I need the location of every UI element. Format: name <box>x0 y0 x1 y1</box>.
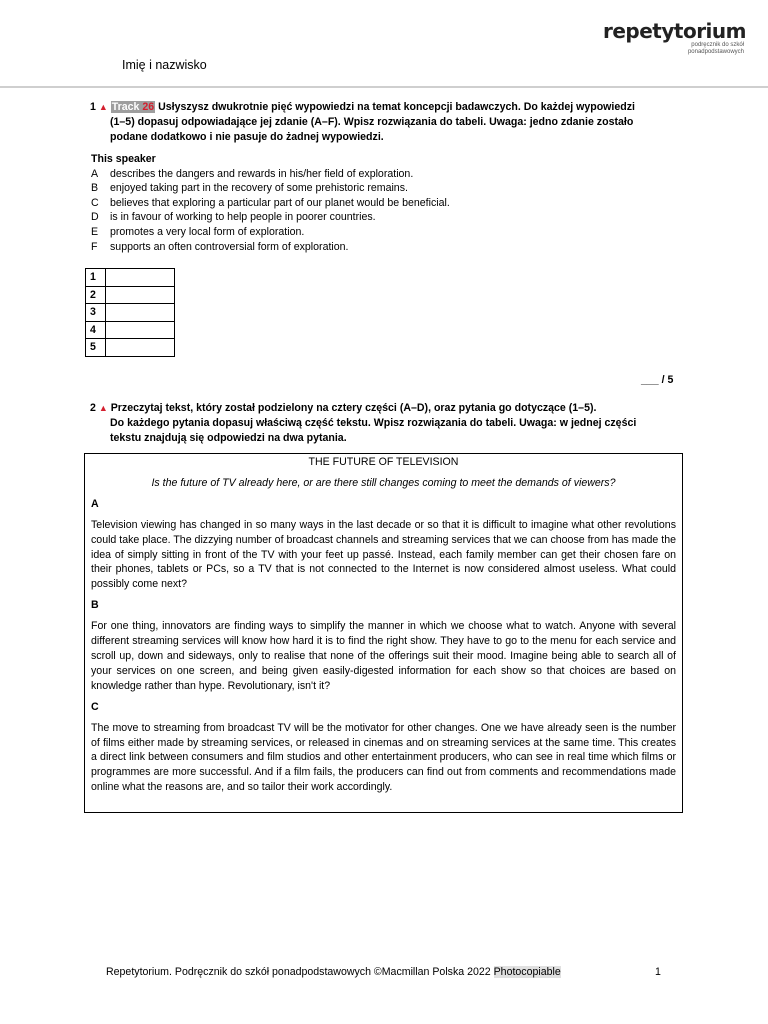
page-number: 1 <box>655 966 661 978</box>
answer-cell[interactable] <box>106 339 175 357</box>
task2-instruction-line-2: Do każdego pytania dopasuj właściwą część tekstu. Wpisz rozwiązania do tabeli. Uwaga: w jednej części <box>110 417 637 429</box>
option-item: F supports an often controversial form of exploration. <box>91 240 349 253</box>
task2-instruction-line-1: Przeczytaj tekst, który został podzielony na cztery części (A–D), oraz pytania go dotyczące (1–5). <box>110 402 597 414</box>
task1-instruction-line-1: Usłyszysz dwukrotnie pięć wypowiedzi na temat koncepcji badawczych. Do każdej wypowiedzi <box>155 101 635 113</box>
section-paragraph: Television viewing has changed in so many ways in the last decade or so that it is difficult to imagine what other revolutions could take place. The dizzying number of broadcast channels and streaming services that we can choose from has made the idea of simply sitting in front of the TV with your feet up passé. Instead, each family member can get their chosen fare on their phones, tablets or PCs, so a TV that is not connected to the Internet is now considered almost useless. What could possibly come next? <box>91 518 676 591</box>
section-letter: C <box>91 700 99 713</box>
text-subtitle: Is the future of TV already here, or are there still changes coming to meet the demands of viewers? <box>151 476 616 489</box>
header-divider <box>0 86 768 88</box>
task1-number: 1 <box>90 101 96 113</box>
task2-number: 2 <box>90 402 96 414</box>
option-item: A describes the dangers and rewards in his/her field of exploration. <box>91 167 414 180</box>
track-number: 26 <box>142 101 155 113</box>
track-label: Track 26 <box>111 101 155 113</box>
text-title: THE FUTURE OF TELEVISION <box>308 456 459 468</box>
task1-options <box>91 152 450 254</box>
option-item: B enjoyed taking part in the recovery of some prehistoric remains. <box>91 182 408 195</box>
section-letter: A <box>91 497 99 510</box>
answer-row: 5 <box>86 339 175 357</box>
option-item: D is in favour of working to help people in poorer countries. <box>91 211 376 224</box>
answer-row: 4 <box>86 321 175 339</box>
answer-cell[interactable] <box>106 286 175 304</box>
logo-subtitle-line-1: podręcznik do szkół <box>691 42 744 48</box>
answer-cell[interactable] <box>106 304 175 322</box>
logo <box>603 20 746 56</box>
option-item: E promotes a very local form of exploration. <box>91 225 305 238</box>
section-paragraph: For one thing, innovators are finding ways to simplify the manner in which we choose what to watch. Anyone with several different streaming services will know how hard it is to find the right show. They have to go to the menu for each service and scroll up, down and sideways, only to realise that none of the offerings suit their mood. Imagine being able to search all of your services on one screen, and being given easily-digested information for each show so that choices are based on knowledge rather than hype. Revolutionary, isn't it? <box>91 620 676 692</box>
task2-instruction <box>90 401 680 446</box>
logo-subtitle-line-2: ponadpodstawowych <box>687 49 744 55</box>
answer-cell[interactable] <box>106 269 175 287</box>
task1-score: ___ / 5 <box>641 374 674 386</box>
task1-instruction-line-3: podane dodatkowo i nie pasuje do żadnej wypowiedzi. <box>110 131 384 143</box>
answer-cell[interactable] <box>106 321 175 339</box>
reading-text-box <box>84 453 683 813</box>
task1-instruction-line-2: (1–5) dopasuj odpowiadające jej zdanie (A–F). Wpisz rozwiązania do tabeli. Uwaga: jedno zdanie zostało <box>110 116 634 128</box>
section-letter: B <box>91 599 99 612</box>
graduation-cap-icon: ▲ <box>98 403 108 413</box>
footer <box>106 966 561 978</box>
section-paragraph: The move to streaming from broadcast TV will be the motivator for other changes. One we have already seen is the number of films either made by streaming services, or released in cinemas and on streaming services at the same time. This creates a direct link between consumers and film studios and other entertainment producers, who can see in real time which films or programmes are more successful. And if a film fails, the producers can find out from comments and recommendations made online what the reasons are, and so tailor their work accordingly. <box>91 721 676 794</box>
task1-instruction <box>90 100 680 145</box>
options-heading: This speaker <box>91 153 156 165</box>
answer-row: 3 <box>86 304 175 322</box>
graduation-cap-icon: ▲ <box>98 102 108 112</box>
option-item: C believes that exploring a particular part of our planet would be beneficial. <box>91 196 450 209</box>
answer-row: 2 <box>86 286 175 304</box>
photocopiable-label: Photocopiable <box>493 966 561 978</box>
footer-copyright: Repetytorium. Podręcznik do szkół ponadpodstawowych ©Macmillan Polska 2022 <box>106 966 494 978</box>
task1-answer-table <box>85 268 175 357</box>
answer-row: 1 <box>86 269 175 287</box>
logo-wordmark: repetytorium <box>602 19 746 43</box>
name-field-label: Imię i nazwisko <box>122 58 207 72</box>
task2-instruction-line-3: tekstu znajdują się odpowiedzi na dwa pytania. <box>110 432 347 444</box>
